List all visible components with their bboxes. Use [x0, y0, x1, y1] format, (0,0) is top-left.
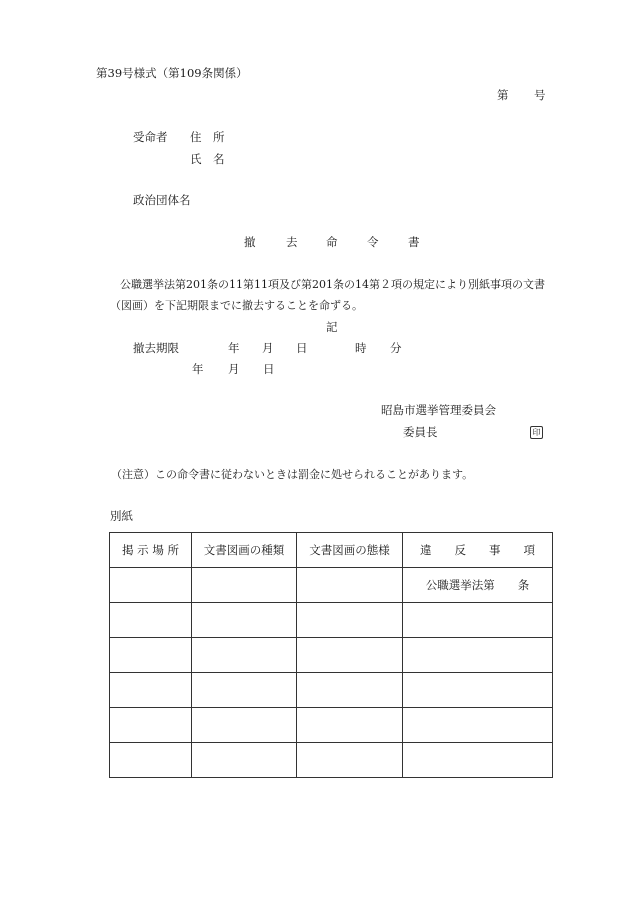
- table-cell: [110, 568, 192, 603]
- table-cell: [192, 673, 297, 708]
- deadline-day: 日: [296, 341, 308, 355]
- table-cell: [192, 638, 297, 673]
- table-row: [110, 673, 553, 708]
- seal-mark: [530, 426, 543, 439]
- seal-icon: 印: [530, 426, 543, 439]
- deadline-minute: 分: [390, 341, 402, 355]
- table-cell: [297, 708, 403, 743]
- table-row: [110, 708, 553, 743]
- committee-name: 昭島市選挙管理委員会: [381, 403, 496, 417]
- org-label: 政治団体名: [133, 193, 191, 207]
- recipient-label: 受命者: [133, 130, 168, 144]
- table-cell: [403, 638, 553, 673]
- col-header-document-type: 文書図画の種類: [192, 533, 297, 568]
- body-line-1: 公職選挙法第201条の11第11項及び第201条の14第２項の規定により別紙事項の文書: [120, 278, 545, 291]
- table-cell: [297, 743, 403, 778]
- note-text: （注意）この命令書に従わないときは罰金に処せられることがあります。: [111, 468, 474, 481]
- table-cell: [297, 568, 403, 603]
- violation-cell: 公職選挙法第 条: [403, 568, 553, 603]
- attachment-table: [109, 532, 553, 778]
- deadline-hour: 時: [355, 341, 367, 355]
- title-char-2: 去: [286, 235, 298, 249]
- issue-year: 年: [192, 362, 204, 376]
- table-cell: [403, 743, 553, 778]
- col-header-violation: 違 反 事 項: [403, 533, 553, 568]
- title-char-3: 命: [326, 235, 338, 249]
- table-row: [110, 743, 553, 778]
- table-cell: [403, 673, 553, 708]
- table-row: [110, 568, 553, 603]
- table-cell: [192, 603, 297, 638]
- table-cell: [403, 708, 553, 743]
- number-label-dai: 第: [497, 88, 509, 102]
- address-label: 住 所: [190, 130, 225, 144]
- table-cell: [110, 743, 192, 778]
- table-cell: [297, 638, 403, 673]
- table-row: [110, 638, 553, 673]
- deadline-year: 年: [228, 341, 240, 355]
- table-cell: [110, 708, 192, 743]
- name-label: 氏 名: [190, 152, 225, 166]
- col-header-document-form: 文書図画の態様: [297, 533, 403, 568]
- deadline-month: 月: [262, 341, 274, 355]
- issue-month: 月: [228, 362, 240, 376]
- form-label: 第39号様式（第109条関係）: [96, 66, 248, 80]
- table-cell: [192, 708, 297, 743]
- deadline-label: 撤去期限: [133, 341, 179, 355]
- title-char-4: 令: [367, 235, 379, 249]
- table-cell: [110, 673, 192, 708]
- body-line-2: （図画）を下記期限までに撤去することを命ずる。: [110, 299, 363, 312]
- title-char-1: 撤: [244, 235, 256, 249]
- number-label-go: 号: [534, 88, 546, 102]
- col-header-location: 掲 示 場 所: [110, 533, 192, 568]
- issue-day: 日: [263, 362, 275, 376]
- table-cell: [297, 603, 403, 638]
- ki-label: 記: [326, 320, 338, 334]
- table-cell: [403, 603, 553, 638]
- table-row: [110, 603, 553, 638]
- table-cell: [110, 603, 192, 638]
- table-cell: [110, 638, 192, 673]
- chair-label: 委員長: [403, 425, 438, 439]
- table-cell: [192, 743, 297, 778]
- table-cell: [192, 568, 297, 603]
- table-cell: [297, 673, 403, 708]
- attachment-label: 別紙: [110, 509, 133, 523]
- title-char-5: 書: [408, 235, 420, 249]
- table-header-row: [110, 533, 553, 568]
